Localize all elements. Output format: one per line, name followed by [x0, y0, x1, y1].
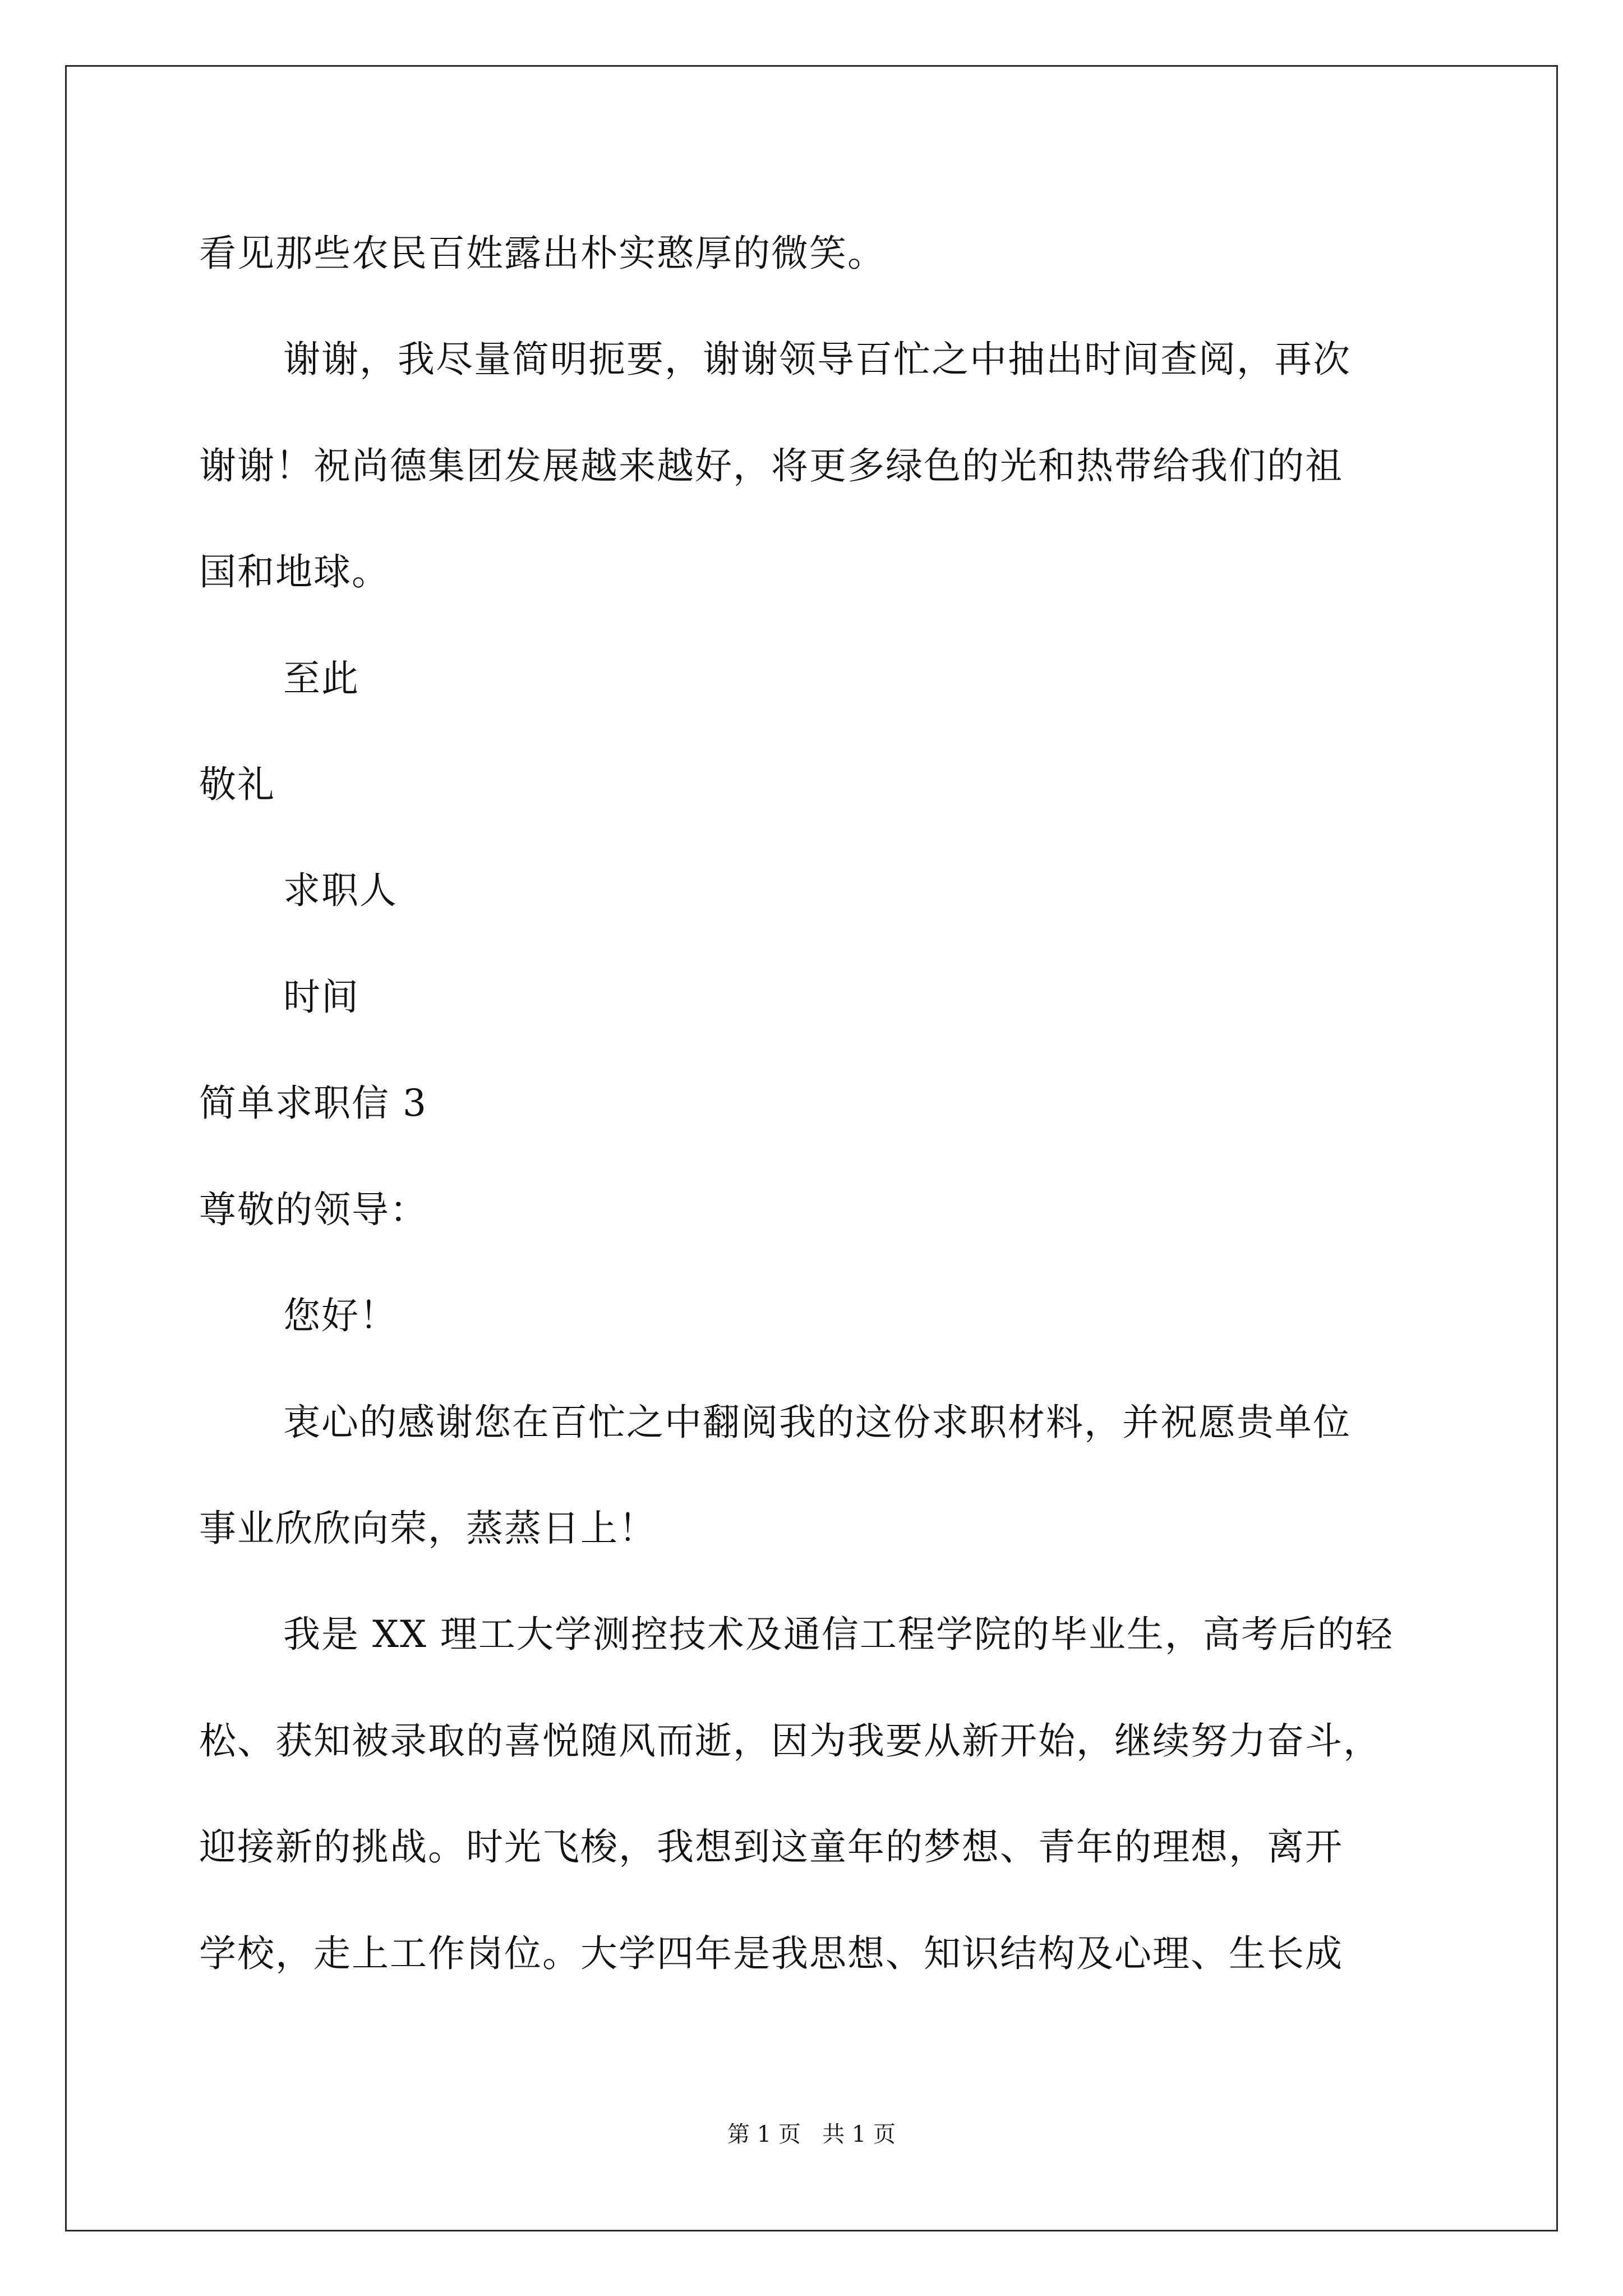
text-line: 学校，走上工作岗位。大学四年是我思想、知识结构及心理、生长成 — [199, 1932, 1343, 1975]
text-line: 衷心的感谢您在百忙之中翻阅我的这份求职材料，并祝愿贵单位 — [283, 1401, 1351, 1444]
page-footer: 第 1 页 共 1 页 — [727, 2122, 896, 2147]
text-line: 我是 XX 理工大学测控技术及通信工程学院的毕业生，高考后的轻 — [283, 1613, 1394, 1656]
text-line: 松、获知被录取的喜悦随风而逝，因为我要从新开始，继续努力奋斗， — [199, 1719, 1381, 1763]
text-line: 求职人 — [283, 869, 398, 912]
text-line: 国和地球。 — [199, 550, 390, 593]
greeting: 您好！ — [283, 1294, 398, 1337]
text-line: 敬礼 — [199, 763, 275, 806]
text-line: 至此 — [283, 657, 359, 700]
text-line: 时间 — [283, 976, 359, 1019]
text-line: 谢谢！祝尚德集团发展越来越好，将更多绿色的光和热带给我们的祖 — [199, 444, 1343, 487]
page-border — [65, 65, 1558, 2231]
section-heading: 简单求职信 3 — [199, 1082, 427, 1125]
salutation: 尊敬的领导： — [199, 1188, 428, 1231]
text-line: 看见那些农民百姓露出朴实憨厚的微笑。 — [199, 232, 886, 275]
text-line: 迎接新的挑战。时光飞梭，我想到这童年的梦想、青年的理想，离开 — [199, 1825, 1343, 1869]
text-line: 谢谢，我尽量简明扼要，谢谢领导百忙之中抽出时间查阅，再次 — [283, 338, 1351, 381]
text-line: 事业欣欣向荣，蒸蒸日上！ — [199, 1507, 657, 1550]
